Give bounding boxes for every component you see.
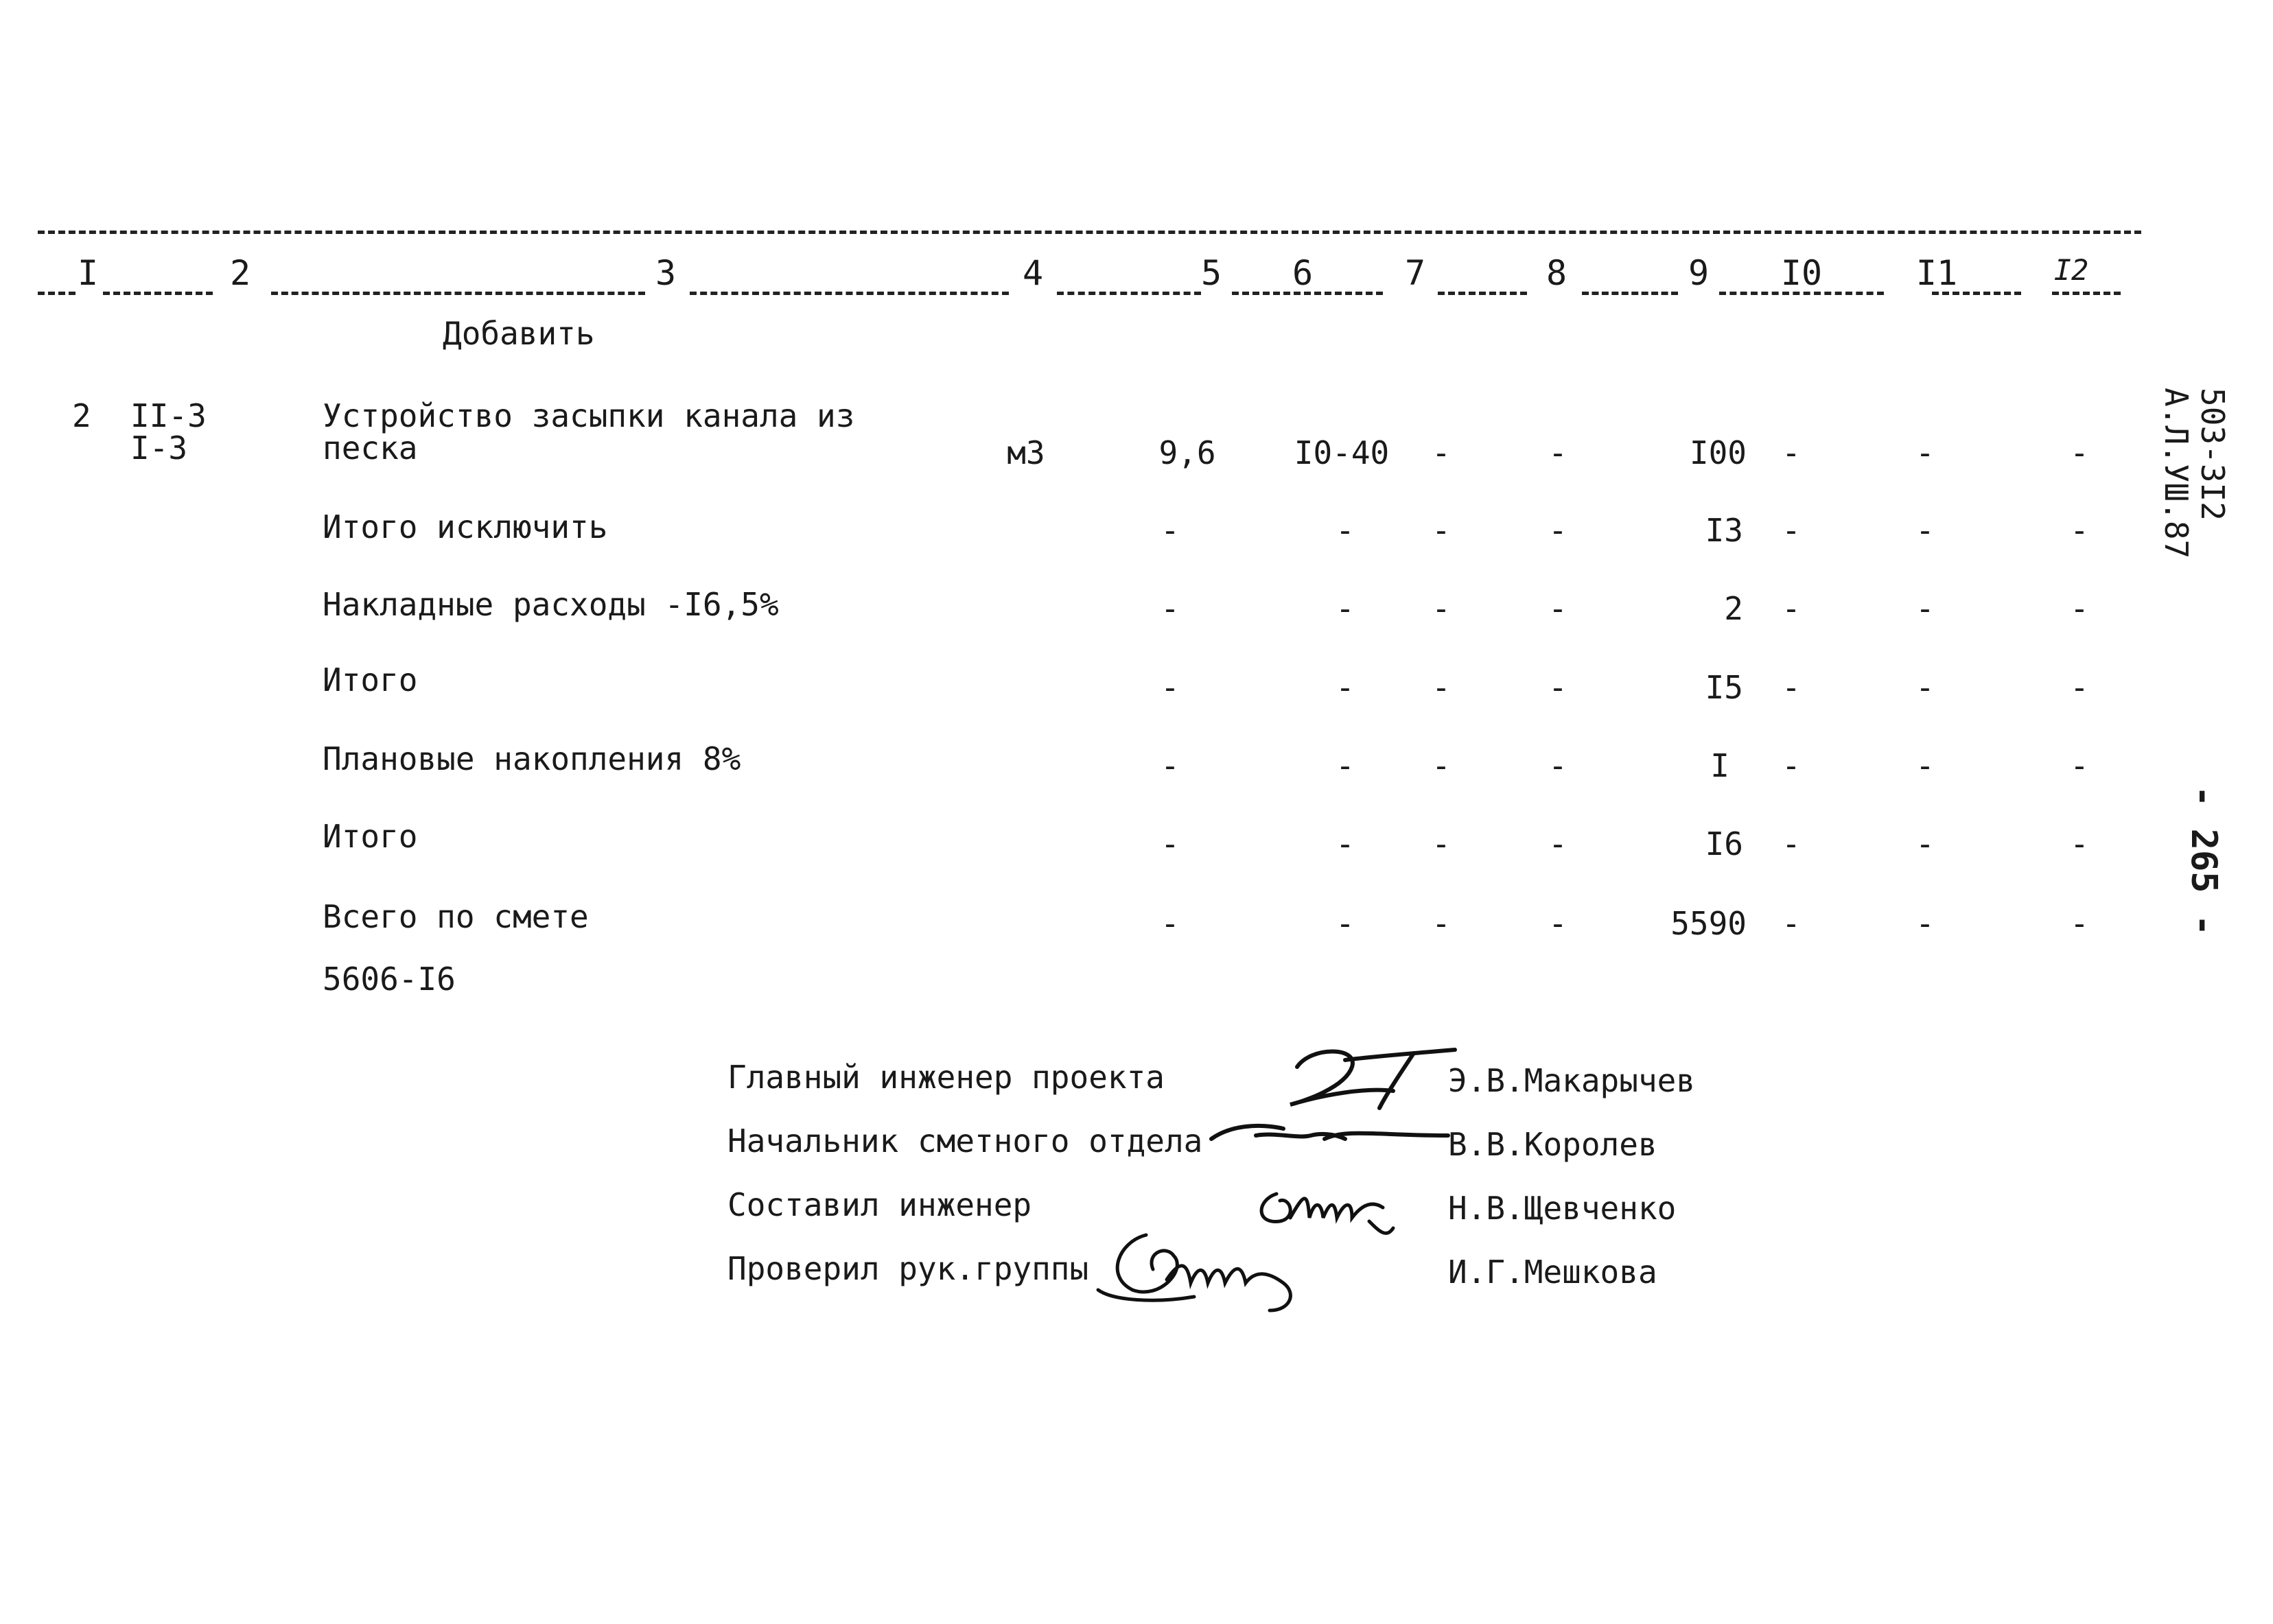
- summary-c6: -: [1336, 905, 1355, 942]
- summary-c7: -: [1432, 905, 1451, 942]
- column-header-8: 8: [1546, 253, 1567, 293]
- summary-c11: -: [1915, 747, 1935, 784]
- summary-c6: -: [1336, 747, 1355, 784]
- section-title: Добавить: [443, 315, 595, 352]
- document-code-line-2: А.Л.УШ.87: [2158, 388, 2195, 559]
- item-name-line-2: песка: [323, 429, 418, 467]
- summary-c10: -: [1782, 590, 1801, 627]
- column-header-9: 9: [1688, 253, 1710, 293]
- column-header-10: I0: [1780, 253, 1823, 293]
- handwritten-signature-4: [1091, 1214, 1338, 1317]
- signature-name: В.В.Королев: [1448, 1126, 1657, 1163]
- column-header-11: I1: [1915, 253, 1958, 293]
- summary-c8: -: [1548, 825, 1567, 862]
- column-header-4: 4: [1022, 253, 1044, 293]
- summary-c9: I5: [1705, 669, 1743, 706]
- header-bottom-rule: [38, 292, 75, 295]
- summary-c7: -: [1432, 512, 1451, 549]
- signature-name: Э.В.Макарычев: [1448, 1062, 1696, 1099]
- item-code-2: I-3: [130, 429, 188, 467]
- summary-c7: -: [1432, 669, 1451, 706]
- summary-label: Итого исключить: [323, 508, 608, 545]
- summary-label: Всего по смете: [323, 898, 589, 935]
- signature-name: Н.В.Щевченко: [1448, 1190, 1677, 1227]
- item-col10: -: [1782, 434, 1801, 471]
- summary-c8: -: [1548, 512, 1567, 549]
- summary-c9: 2: [1724, 590, 1743, 627]
- item-name-line-1: Устройство засыпки канала из: [323, 397, 855, 434]
- summary-c9: I6: [1705, 825, 1743, 862]
- summary-c11: -: [1915, 669, 1935, 706]
- signature-role: Начальник сметного отдела: [727, 1122, 1203, 1160]
- summary-c11: -: [1915, 905, 1935, 942]
- item-code: II-3: [130, 397, 207, 434]
- summary-c6: -: [1336, 590, 1355, 627]
- summary-c10: -: [1782, 825, 1801, 862]
- header-bottom-rule: [103, 292, 213, 295]
- signature-role: Проверил рук.группы: [727, 1250, 1089, 1287]
- summary-c5: -: [1161, 669, 1180, 706]
- summary-c8: -: [1548, 747, 1567, 784]
- summary-c7: -: [1432, 590, 1451, 627]
- signature-name: И.Г.Мешкова: [1448, 1254, 1657, 1291]
- column-header-3: 3: [655, 253, 677, 293]
- column-header-6: 6: [1292, 253, 1314, 293]
- summary-c11: -: [1915, 590, 1935, 627]
- summary-c9: I3: [1705, 512, 1743, 549]
- column-header-2: 2: [229, 253, 251, 293]
- summary-c11: -: [1915, 512, 1935, 549]
- summary-label: Плановые накопления 8%: [323, 740, 741, 777]
- summary-c12: -: [2070, 590, 2089, 627]
- item-price: I0-40: [1294, 434, 1390, 471]
- summary-c6: -: [1336, 669, 1355, 706]
- summary-c7: -: [1432, 747, 1451, 784]
- handwritten-signature-1: [1283, 1039, 1469, 1115]
- summary-c10: -: [1782, 512, 1801, 549]
- summary-c10: -: [1782, 747, 1801, 784]
- summary-c5: -: [1161, 825, 1180, 862]
- header-bottom-rule: [1582, 292, 1678, 295]
- summary-label: Итого: [323, 661, 418, 698]
- summary-c12: -: [2070, 512, 2089, 549]
- header-bottom-rule: [2052, 292, 2121, 295]
- item-quantity: 9,6: [1158, 434, 1216, 471]
- signature-role: Главный инженер проекта: [727, 1059, 1165, 1096]
- column-header-12: I2: [2053, 253, 2089, 287]
- summary-c9: 5590: [1670, 905, 1747, 942]
- item-col8: -: [1548, 434, 1567, 471]
- summary-c12: -: [2070, 747, 2089, 784]
- handwritten-signature-2: [1208, 1108, 1455, 1163]
- summary-c8: -: [1548, 669, 1567, 706]
- item-col11: -: [1915, 434, 1935, 471]
- summary-c12: -: [2070, 905, 2089, 942]
- summary-label: Накладные расходы -I6,5%: [323, 586, 779, 623]
- summary-c10: -: [1782, 669, 1801, 706]
- summary-c12: -: [2070, 669, 2089, 706]
- document-code: [2158, 388, 2230, 558]
- summary-c7: -: [1432, 825, 1451, 862]
- header-top-rule: [38, 231, 2141, 234]
- summary-c8: -: [1548, 905, 1567, 942]
- document-code-line-1: 503-3I2: [2194, 388, 2231, 521]
- summary-c5: -: [1161, 590, 1180, 627]
- summary-c5: -: [1161, 747, 1180, 784]
- summary-c9: I: [1710, 747, 1729, 784]
- summary-c12: -: [2070, 825, 2089, 862]
- summary-c5: -: [1161, 905, 1180, 942]
- column-header-5: 5: [1200, 253, 1222, 293]
- header-bottom-rule: [1057, 292, 1201, 295]
- summary-c5: -: [1161, 512, 1180, 549]
- page-number: - 265 -: [2183, 786, 2224, 937]
- summary-c6: -: [1336, 825, 1355, 862]
- summary-c10: -: [1782, 905, 1801, 942]
- column-header-1: I: [77, 253, 99, 293]
- column-header-7: 7: [1404, 253, 1426, 293]
- summary-label: Итого: [323, 818, 418, 855]
- item-col12: -: [2070, 434, 2089, 471]
- item-unit: м3: [1007, 434, 1045, 471]
- item-number: 2: [72, 397, 91, 434]
- summary-c11: -: [1915, 825, 1935, 862]
- header-bottom-rule: [1438, 292, 1527, 295]
- signature-role: Составил инженер: [727, 1186, 1032, 1223]
- total-note: 5606-I6: [323, 961, 456, 998]
- item-col9: I00: [1689, 434, 1747, 471]
- summary-c6: -: [1336, 512, 1355, 549]
- summary-c8: -: [1548, 590, 1567, 627]
- item-col7: -: [1432, 434, 1451, 471]
- header-bottom-rule: [271, 292, 645, 295]
- header-bottom-rule: [690, 292, 1009, 295]
